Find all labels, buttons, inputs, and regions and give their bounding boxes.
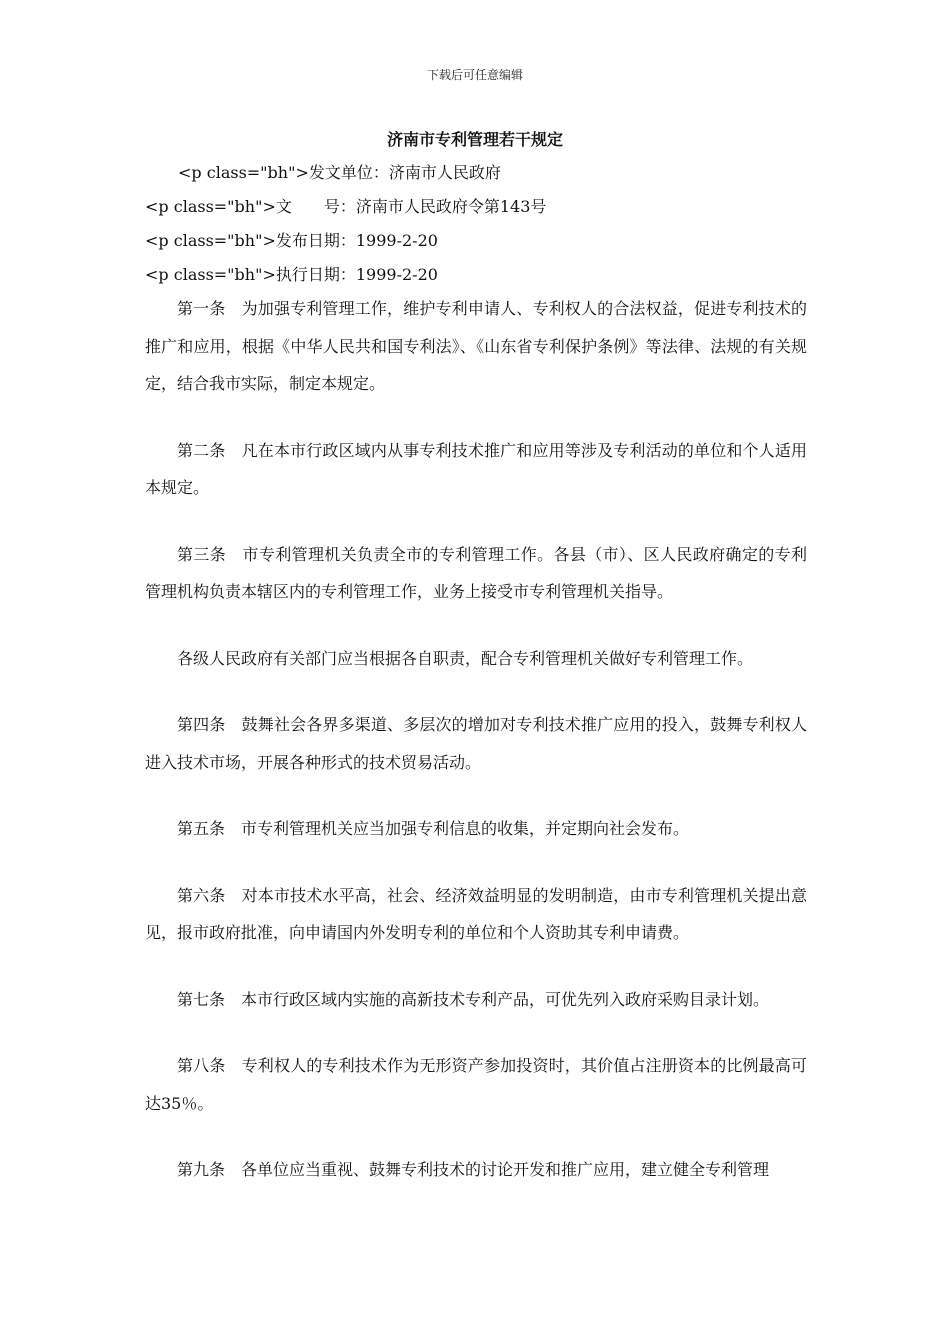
article-8: 第八条 专利权人的专利技术作为无形资产参加投资时，其价值占注册资本的比例最高可达35％。 xyxy=(145,1056,807,1113)
meta-effective-date: <p class="bh">执行日期：1999-2-20 xyxy=(145,265,438,284)
article-3-clause-2: 各级人民政府有关部门应当根据各自职责，配合专利管理机关做好专利管理工作。 xyxy=(177,648,754,668)
article-9: 第九条 各单位应当重视、鼓舞专利技术的讨论开发和推广应用，建立健全专利管理 xyxy=(177,1160,770,1179)
document-title: 济南市专利管理若干规定 xyxy=(386,130,563,149)
meta-publish-date: <p class="bh">发布日期：1999-2-20 xyxy=(145,231,438,250)
article-4: 第四条 鼓舞社会各界多渠道、多层次的增加对专利技术推广应用的投入，鼓舞专利权人进入技术市场，开展各种形式的技术贸易活动。 xyxy=(145,715,807,772)
article-5: 第五条 市专利管理机关应当加强专利信息的收集，并定期向社会发布。 xyxy=(177,819,690,838)
article-6: 第六条 对本市技术水平高，社会、经济效益明显的发明制造，由市专利管理机关提出意见，报市政府批准，向申请国内外发明专利的单位和个人资助其专利申请费。 xyxy=(145,885,807,942)
document-body xyxy=(145,290,807,1189)
article-7: 第七条 本市行政区域内实施的高新技术专利产品，可优先列入政府采购目录计划。 xyxy=(177,989,770,1009)
article-1: 第一条 为加强专利管理工作，维护专利申请人、专利权人的合法权益，促进专利技术的推广和应用，根据《中华人民共和国专利法》、《山东省专利保护条例》等法律、法规的有关规定，结合我市实际，制定本规定。 xyxy=(145,299,807,393)
meta-issuer: <p class="bh">发文单位：济南市人民政府 xyxy=(178,163,501,182)
meta-document-number: <p class="bh">文 号：济南市人民政府令第143号 xyxy=(145,197,547,216)
article-2: 第二条 凡在本市行政区域内从事专利技术推广和应用等涉及专利活动的单位和个人适用本规定。 xyxy=(145,440,807,497)
page-header-note: 下载后可任意编辑 xyxy=(426,68,523,82)
article-3: 第三条 市专利管理机关负责全市的专利管理工作。各县（市）、区人民政府确定的专利管理机构负责本辖区内的专利管理工作，业务上接受市专利管理机关指导。 xyxy=(145,544,807,601)
